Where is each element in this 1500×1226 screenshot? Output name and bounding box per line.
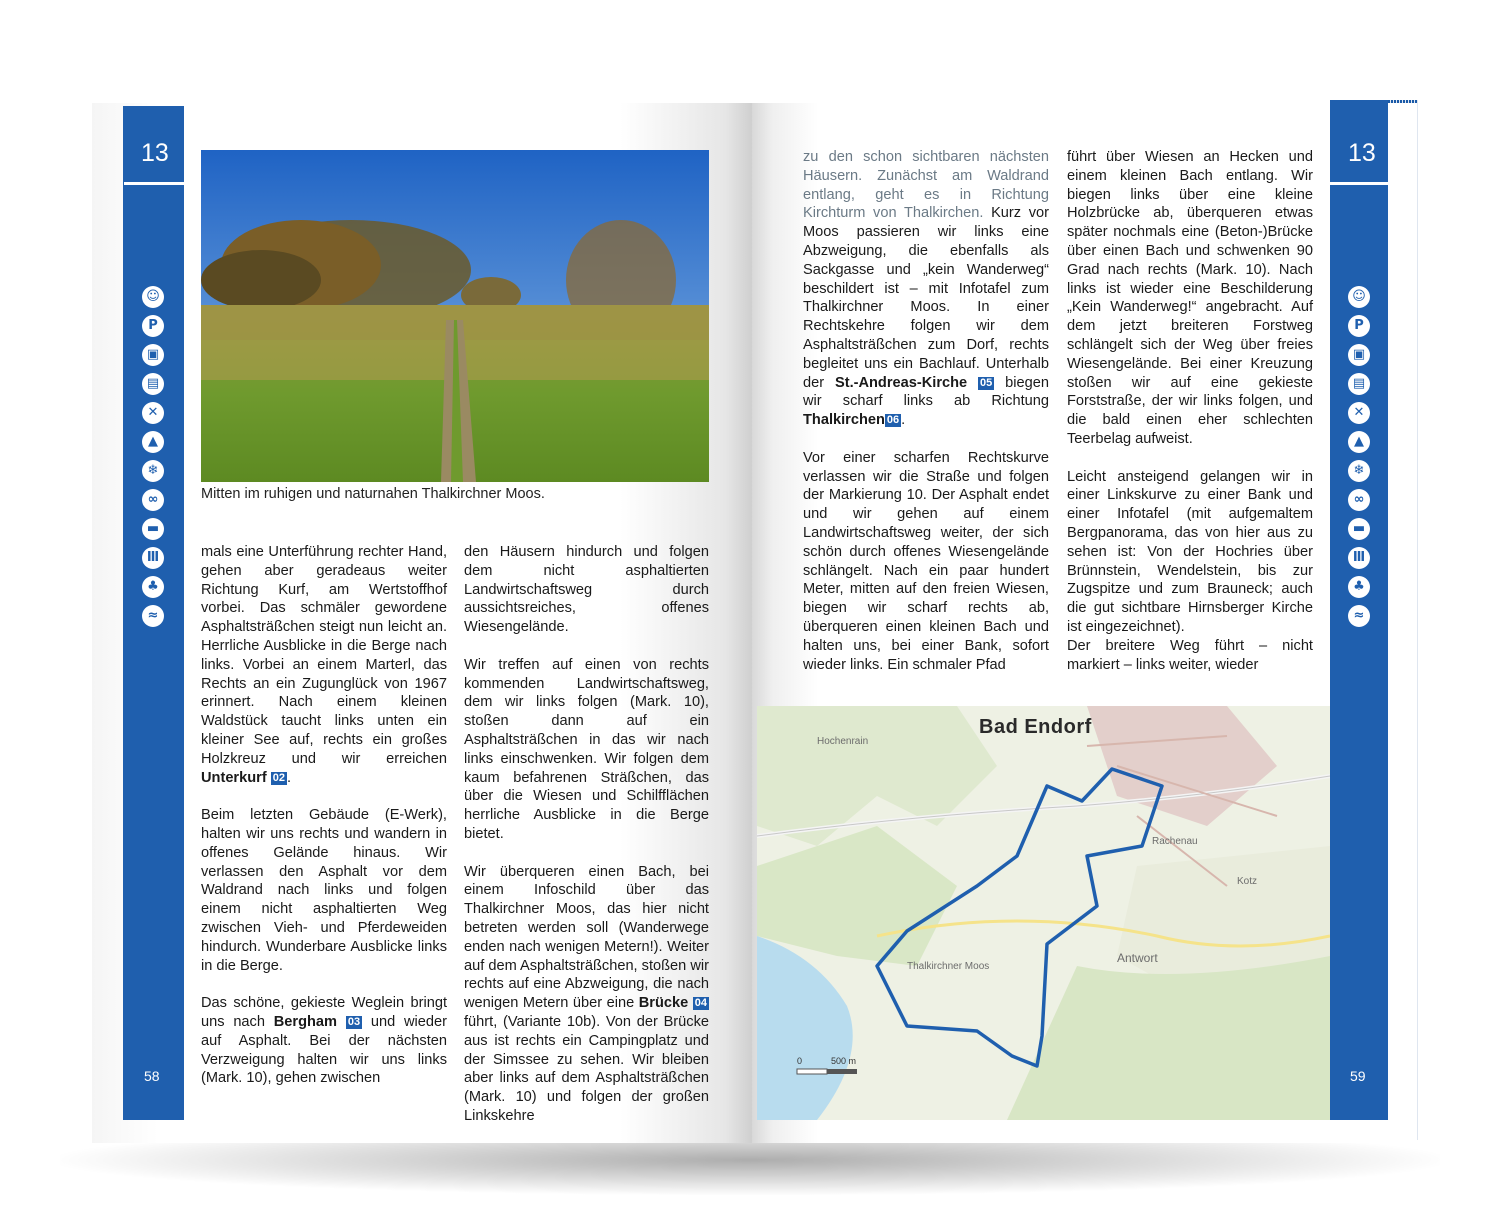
swimming-icon: ≈ [142,605,164,627]
text-column-3 [803,148,1049,693]
chapter-number-right: 13 [1348,139,1376,167]
waypoint-name: St.-Andreas-Kirche [834,374,968,391]
map-label: Kotz [1237,876,1258,887]
parking-icon: P [1348,315,1370,337]
child-icon: ☺ [142,286,164,308]
icon-strip-right [1348,286,1372,634]
paragraph: Leicht ansteigend gelangen wir in einer Linkskurve zu einer Bank und einer Infotafel (mit aufgemaltem Bergpanorama, das von hier aus zu sehen ist: Von der Hochries über Brünnstein, Wendelstein, bis zur Zugspitze und zum Brauneck; auch die gut sichtbare Hirnsberger Kirche ist eingezeichnet). [1067,468,1313,635]
paragraph: zu den schon sichtbaren nächsten Häusern. Zunächst am Waldrand entlang, geht es in Richtung Kirchturm von Thalkirchen. Kurz vor Moos passieren wir links eine Abzweigung, die ebenfalls als Sackgasse und „kein Wanderweg“ beschildert ist – mit Infotafel zum Thalkirchner Moos. In einer Rechtskehre folgen wir dem Asphaltsträßchen zum Dorf, rechts begleitet uns ein Bachlauf. Unterhalb der St.-Andreas-Kirche 05 biegen wir scharf links ab Richtung Thalkirchen 06 . [803,149,1049,429]
snowflake-icon: ❄ [1348,460,1370,482]
waypoint-name: Bergham [273,1013,338,1030]
child-icon: ☺ [1348,286,1370,308]
text-column-1 [201,543,447,1107]
bed-icon: ▬ [142,518,164,540]
map-label: Rachenau [1152,836,1198,847]
map-scale: 500 m [831,1056,857,1066]
paragraph: Vor einer scharfen Rechtskurve verlassen wir die Straße und folgen der Markierung 10. Der Asphalt endet und wir gehen auf einem Landwirtschaftsweg weiter, der sich schön durch offenes Wiesengelände schlängelt. Nach ein paar hundert Meter, mitten auf den freien Wiesen, biegen wir scharf rechts ab, überqueren einen kleinen Bach und halten uns, bei einer Bank, sofort wieder links. Ein schmaler Pfad [803,449,1049,673]
bicycle-icon: ∞ [142,489,164,511]
paragraph: Das schöne, gekieste Weglein bringt uns nach Bergham 03 und wieder auf Asphalt. Bei der nächsten Verzweigung halten wir uns links (Mark. 10), gehen zwischen [201,995,448,1087]
museum-icon: Ⅲ [1348,547,1370,569]
waypoint-badge: 03 [347,1015,361,1028]
tree-icon: ♣ [1348,576,1370,598]
waypoint-badge: 02 [272,771,285,784]
chapter-number-left: 13 [141,139,169,167]
waypoint-name: Brücke [638,995,689,1012]
paragraph: Beim letzten Gebäude (E-Werk), halten wir uns rechts und wandern in offenes Gelände hinaus. Wir verlassen den Asphalt vor dem Waldrand nach links und folgen einem nicht asphaltierten Weg zwischen Vieh- und Pferdeweiden hindurch. Wunderbare Ausblicke links in die Berge. [201,807,447,974]
map-label: Antwort [1117,951,1158,965]
route-map [757,706,1330,1120]
bus-icon: ▣ [142,344,164,366]
waypoint-badge: 06 [886,414,900,427]
map-title: Bad Endorf [979,716,1092,738]
tree-icon: ♣ [142,576,164,598]
waypoint-name: Unterkurf [201,769,267,786]
page-number-right: 59 [1350,1068,1366,1084]
paragraph: den Häusern hindurch und folgen dem nicht asphaltierten Landwirtschaftsweg durch aussichtsreiches, offenes Wiesengelände. [464,544,709,636]
icon-strip-left [142,286,166,634]
bicycle-icon: ∞ [1348,489,1370,511]
snowflake-icon: ❄ [142,460,164,482]
bed-icon: ▬ [1348,518,1370,540]
text-column-4 [1067,148,1313,693]
bus-icon: ▣ [1348,344,1370,366]
waypoint-badge: 04 [694,997,708,1010]
waypoint-name: Thalkirchen [803,412,885,429]
landscape-photo [201,150,709,482]
paragraph: Wir treffen auf einen von rechts kommenden Landwirtschaftsweg, dem wir links folgen (Mark. 10), stoßen dann auf ein Asphaltsträßchen in das wir nach links einschwenken. Wir folgen dem kaum befahrenen Sträßchen, das über die Wiesen und Schilfflächen herrliche Ausblicke in die Berge bietet. [464,656,709,842]
paragraph: Der breitere Weg führt – nicht markiert – links weiter, wieder [1067,637,1313,673]
swimming-icon: ≈ [1348,605,1370,627]
mountain-icon: ▲ [1348,431,1370,453]
paragraph: führt über Wiesen an Hecken und einem kleinen Bach entlang. Wir biegen links über eine kleine Holzbrücke ab, überqueren etwas später nochmals eine (Beton-)Brücke über einen Bach und schwenken 90 Grad nach rechts (Mark. 10). Nach links ist wieder eine Beschilderung „Kein Wanderweg!“ angebracht. Auf dem jetzt breiteren Forstweg schlängelt sich der Weg über freies Wiesengelände. Bei einer Kreuzung stoßen wir auf eine gekieste Forststraße, der wir links folgen, und die bald einen eher schlechten Teerbelag aufweist. [1067,149,1313,447]
map-label: Hochenrain [817,736,869,747]
museum-icon: Ⅲ [142,547,164,569]
basket-icon: ▤ [1348,373,1370,395]
photo-caption: Mitten im ruhigen und naturnahen Thalkirchner Moos. [201,486,545,502]
waypoint-badge: 05 [980,376,993,389]
parking-icon: P [142,315,164,337]
paragraph: mals eine Unterführung rechter Hand, gehen aber geradeaus weiter Richtung Kurf, am Wertstoffhof vorbei. Das schmäler gewordene Asphaltsträßchen steigt nun leicht an. Herrliche Ausblicke in die Berge nach links. Vorbei an einem Marterl, das Rechts an ein Zugunglück von 1967 erinnert. Nach einem kleinen Waldstück taucht links unten ein kleiner See auf, rechts ein großes Holzkreuz und wir erreichen Unterkurf 02 . [201,544,447,786]
basket-icon: ▤ [142,373,164,395]
chapter-rule-left [124,182,184,185]
map-scale-zero: 0 [797,1056,803,1066]
chapter-rule-right [1330,182,1388,185]
paragraph: Wir überqueren einen Bach, bei einem Infoschild über das Thalkirchner Moos, das hier nicht betreten werden soll (Wanderwege enden nach wenigen Metern!). Weiter auf dem Asphaltsträßchen, stoßen wir rechts auf eine Abzweigung, die nach wenigen Metern über eine Brücke 04 führt, (Variante 10b). Von der Brücke aus ist rechts ein Campingplatz und der Simssee zu sehen. Wir bleiben aber links auf dem Asphaltsträßchen (Mark. 10) und folgen der großen Linkskehre [464,863,709,1124]
map-label: Thalkirchner Moos [907,961,990,972]
restaurant-icon: ✕ [1348,402,1370,424]
mountain-icon: ▲ [142,431,164,453]
restaurant-icon: ✕ [142,402,164,424]
text-column-2 [464,543,709,1145]
page-number-left: 58 [144,1068,160,1084]
